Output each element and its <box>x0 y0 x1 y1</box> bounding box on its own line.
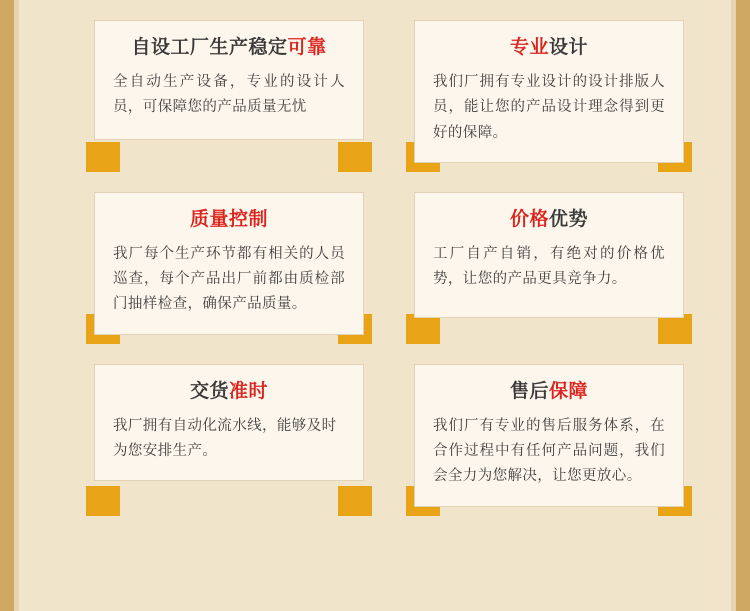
card-body: 我厂拥有自动化流水线，能够及时为您安排生产。 <box>113 417 337 460</box>
corner-accent-bottom-right <box>658 314 692 344</box>
card-title-part-accent: 质量控制 <box>189 208 268 230</box>
card-title-part-accent: 可靠 <box>287 37 327 58</box>
advantage-card-4 <box>414 192 684 335</box>
card-body: 工厂自产自销，有绝对的价格优势，让您的产品更具竞争力。 <box>433 245 665 288</box>
card-content <box>414 192 684 318</box>
card-content <box>94 20 364 140</box>
card-title-part-accent: 保障 <box>549 380 589 402</box>
card-title <box>433 37 665 60</box>
card-title-part-accent: 价格 <box>509 208 549 230</box>
card-title-part: 售后 <box>509 380 549 402</box>
corner-accent-bottom-right <box>338 486 372 516</box>
advantage-card-3 <box>94 192 364 335</box>
card-title-part-accent: 专业 <box>509 37 549 58</box>
card-content <box>94 192 364 335</box>
card-title-part: 优势 <box>549 208 589 230</box>
card-title <box>113 209 345 232</box>
card-title-part: 设计 <box>549 37 589 58</box>
corner-accent-bottom-left <box>406 314 440 344</box>
card-content <box>414 20 684 163</box>
card-body: 我们厂有专业的售后服务体系，在合作过程中有任何产品问题，我们会全力为您解决，让您更放心。 <box>433 417 665 485</box>
card-title-part: 自设工厂生产稳定 <box>131 37 288 58</box>
card-content <box>414 364 684 507</box>
card-title-part: 交货 <box>189 380 229 402</box>
advantage-card-2 <box>414 20 684 163</box>
advantage-card-6 <box>414 364 684 507</box>
card-title <box>433 209 665 232</box>
card-title <box>113 381 345 404</box>
card-body: 我厂每个生产环节都有相关的人员巡查，每个产品出厂前都由质检部门抽样检查，确保产品质量。 <box>113 245 345 313</box>
advantage-card-1 <box>94 20 364 163</box>
corner-accent-bottom-right <box>338 142 372 172</box>
card-body: 我们厂拥有专业设计的设计排版人员，能让您的产品设计理念得到更好的保障。 <box>433 73 665 141</box>
card-body: 全自动生产设备，专业的设计人员，可保障您的产品质量无忧 <box>113 73 345 116</box>
card-content <box>94 364 364 482</box>
advantage-card-5 <box>94 364 364 507</box>
card-title <box>433 381 665 404</box>
corner-accent-bottom-left <box>86 486 120 516</box>
advantages-grid <box>94 20 684 536</box>
card-title-part-accent: 准时 <box>229 380 269 402</box>
card-title <box>113 37 345 60</box>
corner-accent-bottom-left <box>86 142 120 172</box>
